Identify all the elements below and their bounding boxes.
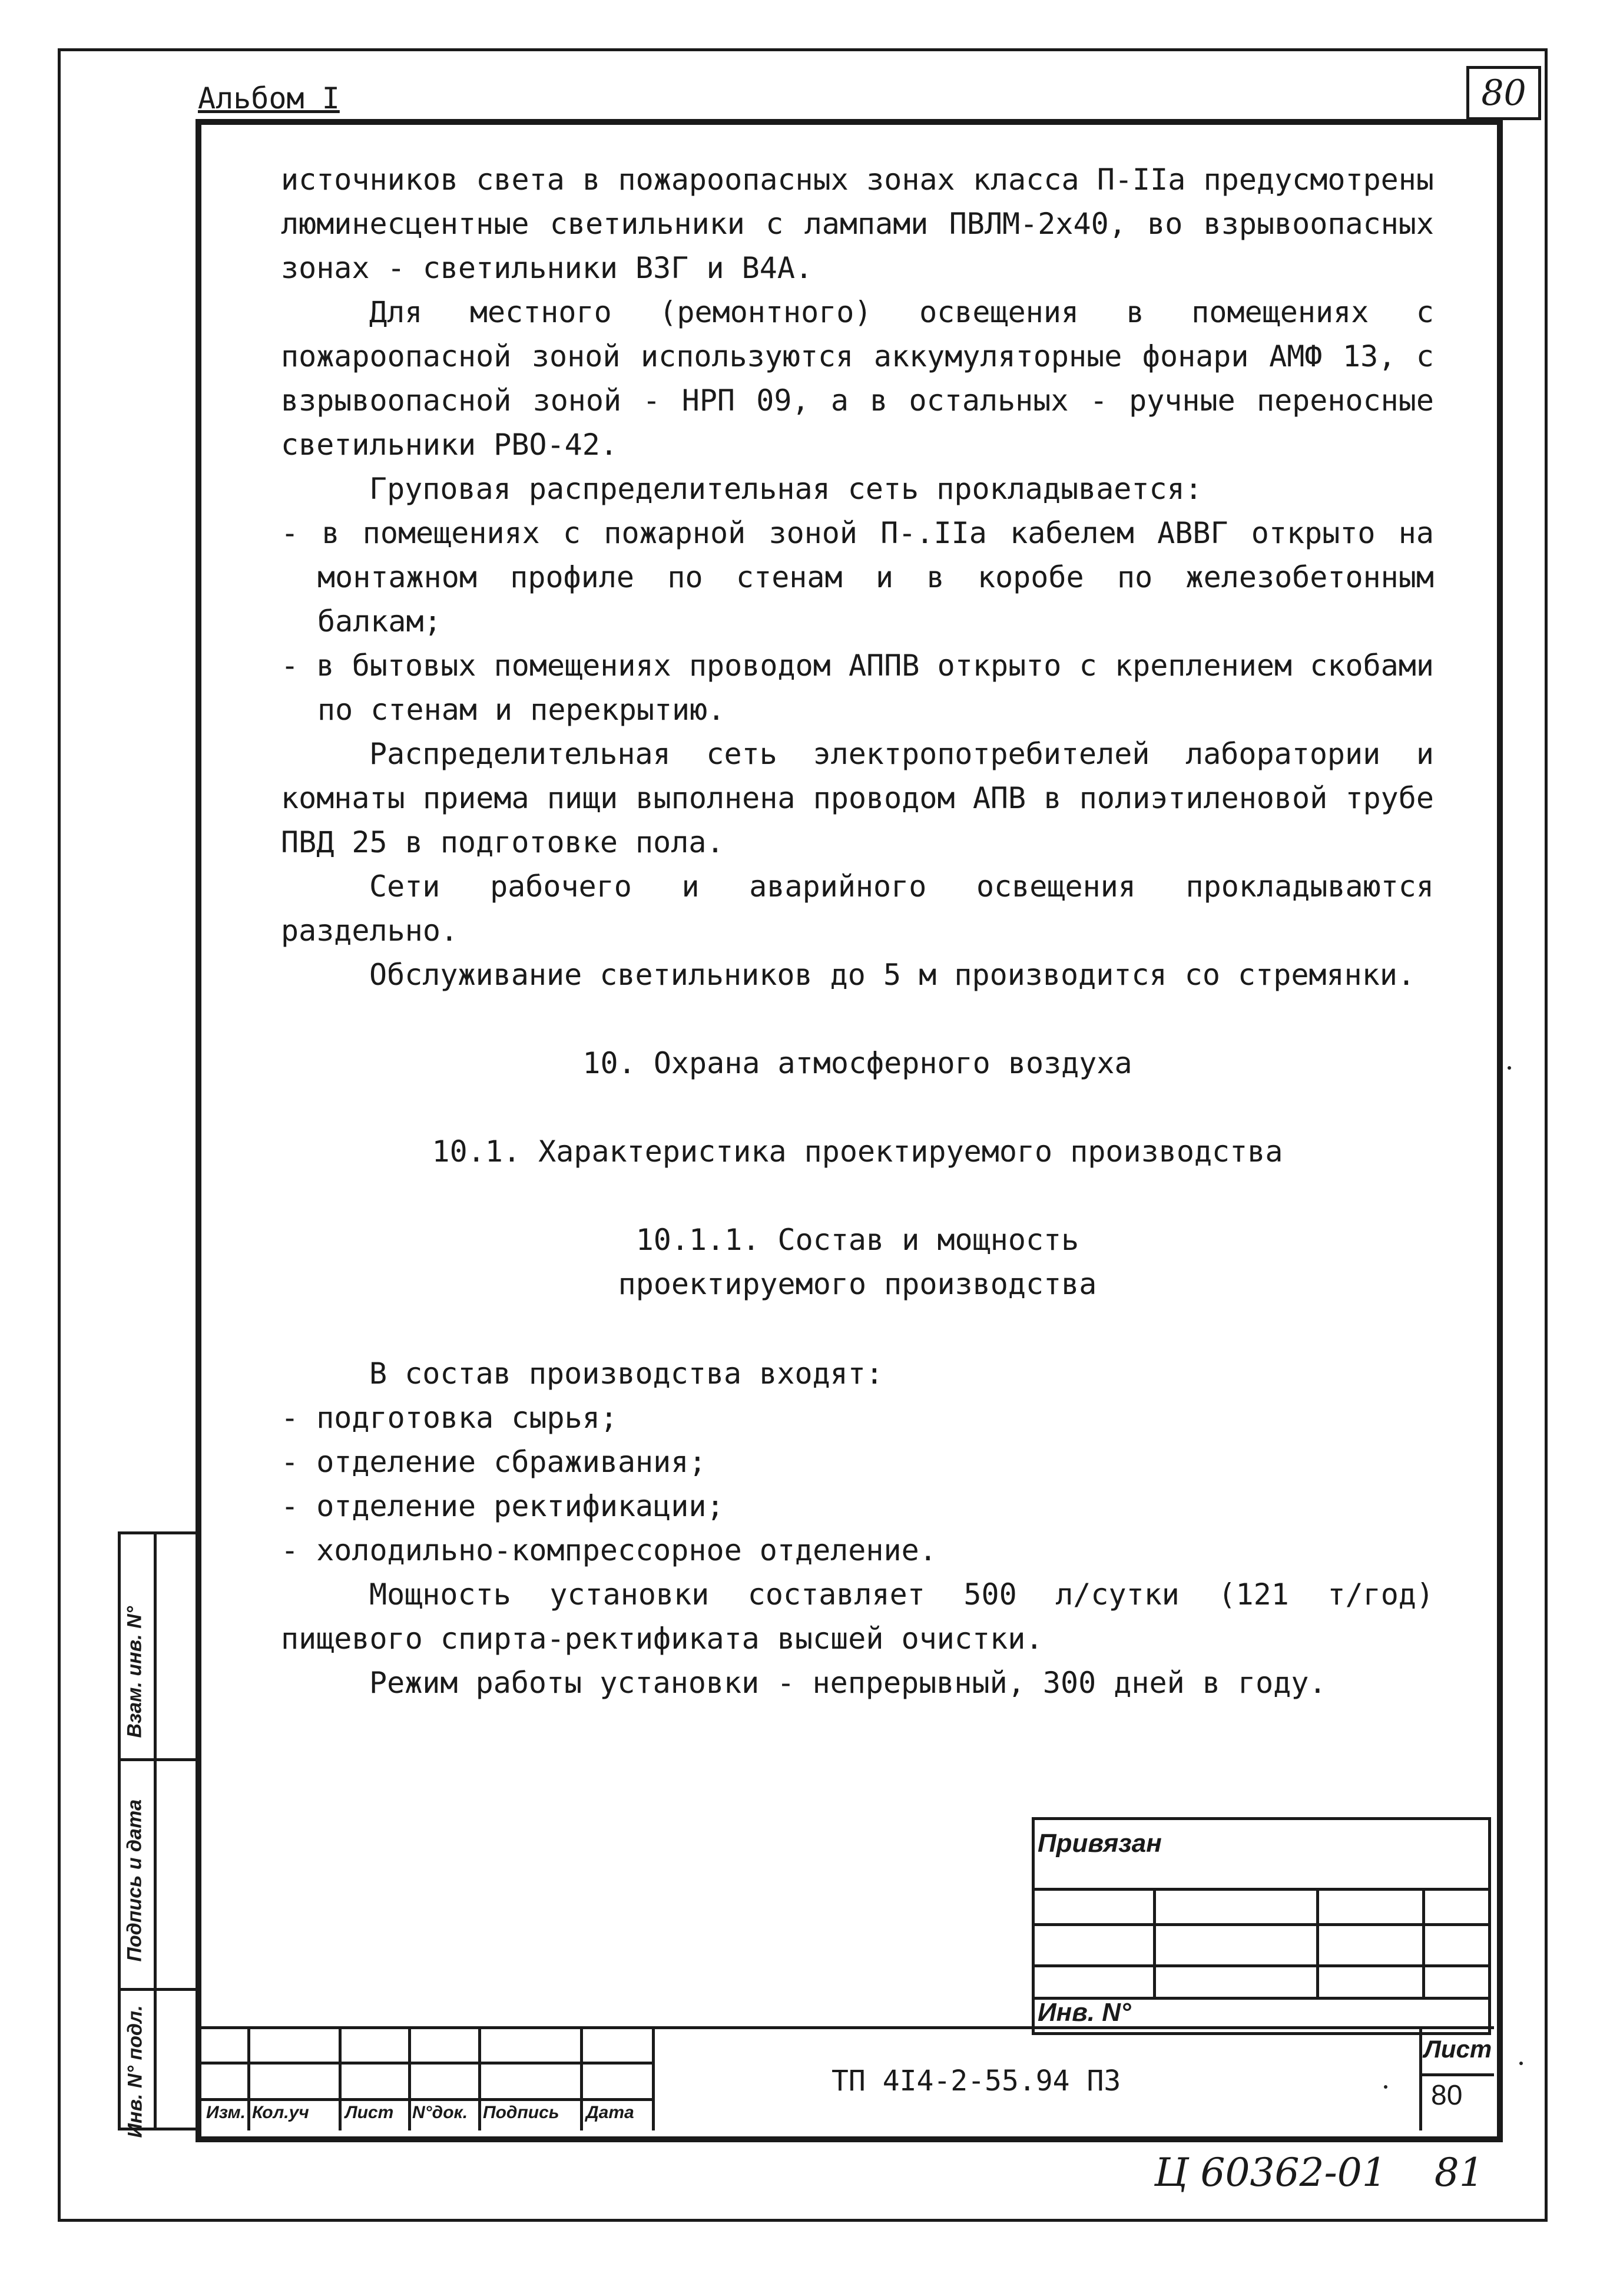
grid-line	[1422, 1888, 1425, 1997]
paragraph-9: Режим работы установки - непрерывный, 300 дней в году.	[369, 1666, 1327, 1700]
heading-10-1-1-line1: 10.1.1. Состав и мощность	[635, 1223, 1079, 1257]
heading-10-1-1-line2: проектируемого производства	[618, 1267, 1097, 1301]
album-label: Альбом I	[198, 81, 340, 115]
privyazan-label: Привязан	[1038, 1829, 1162, 1858]
paragraph-7: В состав производства входят:	[369, 1357, 883, 1391]
grid-line	[408, 2026, 411, 2130]
side-label-inv: Инв. N° подл.	[124, 2005, 147, 2138]
side-divider	[121, 1758, 196, 1761]
grid-line	[339, 2026, 342, 2130]
inv-label: Инв. N°	[1038, 1998, 1131, 2027]
side-label-vzam: Взам. инв. N°	[123, 1606, 146, 1738]
list-item: - отделение сбраживания;	[281, 1445, 707, 1479]
side-stamp	[118, 1531, 196, 2138]
handwritten-code-text: Ц 60362-01	[1154, 2150, 1387, 2195]
sheet-number: 80	[1466, 66, 1541, 120]
body-text	[281, 158, 1434, 1705]
scan-speck	[1508, 1066, 1511, 1070]
column-ndok: N°док.	[412, 2103, 468, 2122]
grid-line	[1419, 2026, 1422, 2130]
column-kol-uch: Кол.уч	[252, 2103, 309, 2122]
scan-speck	[1519, 2062, 1523, 2065]
list-label: Лист	[1424, 2035, 1492, 2063]
paragraph-3: Груповая распределительная сеть прокладывается:	[369, 472, 1203, 506]
paragraph-1: источников света в пожароопасных зонах класса П-IIa предусмотрены люминесцентные светильники с лампами ПВЛМ-2х40, во взрывоопасных зонах - светильники ВЗГ и В4А.	[281, 163, 1434, 285]
paragraph-8: Мощность установки составляет 500 л/сутки (121 т/год) пищевого спирта-ректификата высшей очистки.	[281, 1577, 1434, 1656]
list-item: - отделение ректификации;	[281, 1489, 724, 1523]
grid-line	[1153, 1888, 1156, 1997]
grid-line	[652, 2026, 655, 2130]
column-data: Дата	[586, 2103, 634, 2122]
list-number: 80	[1431, 2080, 1463, 2111]
grid-line	[198, 2026, 1494, 2029]
column-izm: Изм.	[206, 2103, 246, 2122]
grid-line	[198, 2062, 652, 2065]
list-item: - подготовка сырья;	[281, 1401, 618, 1435]
grid-line	[198, 2098, 652, 2101]
grid-line	[478, 2026, 481, 2130]
column-podpis: Подпись	[483, 2103, 559, 2122]
grid-line	[1316, 1888, 1319, 1997]
grid-line	[580, 2026, 583, 2130]
grid-line	[1419, 2073, 1494, 2076]
bullet-1: - в помещениях с пожарной зоной П-.IIa кабелем АВВГ открыто на монтажном профиле по стенам и в коробе по железобетонным балкам;	[281, 516, 1434, 638]
paragraph-6: Обслуживание светильников до 5 м производится со стремянки.	[369, 958, 1416, 992]
grid-line	[247, 2026, 250, 2130]
paragraph-5: Сети рабочего и аварийного освещения прокладываются раздельно.	[281, 869, 1434, 948]
bullet-2: - в бытовых помещениях проводом АППВ открыто с креплением скобами по стенам и перекрытию.	[281, 649, 1434, 727]
handwritten-note: 81	[1434, 2150, 1484, 2195]
paragraph-4: Распределительная сеть электропотребителей лаборатории и комнаты приема пищи выполнена проводом АПВ в полиэтиленовой трубе ПВД 25 в подготовке пола.	[281, 737, 1434, 859]
paragraph-2: Для местного (ремонтного) освещения в помещениях с пожароопасной зоной используются аккумуляторные фонари АМФ 13, с взрывоопасной зоной - НРП 09, а в остальных - ручные переносные светильники РВО-42.	[281, 295, 1434, 462]
column-list: Лист	[345, 2103, 394, 2122]
heading-10: 10. Охрана атмосферного воздуха	[582, 1046, 1132, 1080]
list-item: - холодильно-компрессорное отделение.	[281, 1533, 937, 1567]
heading-10-1: 10.1. Характеристика проектируемого производства	[432, 1134, 1283, 1169]
side-label-podpis: Подпись и дата	[123, 1799, 146, 1962]
handwritten-code	[1154, 2150, 1484, 2195]
side-divider	[154, 1534, 157, 2128]
scan-speck	[1384, 2085, 1387, 2089]
document-code: ТП 4I4-2-55.94 ПЗ	[832, 2065, 1121, 2098]
